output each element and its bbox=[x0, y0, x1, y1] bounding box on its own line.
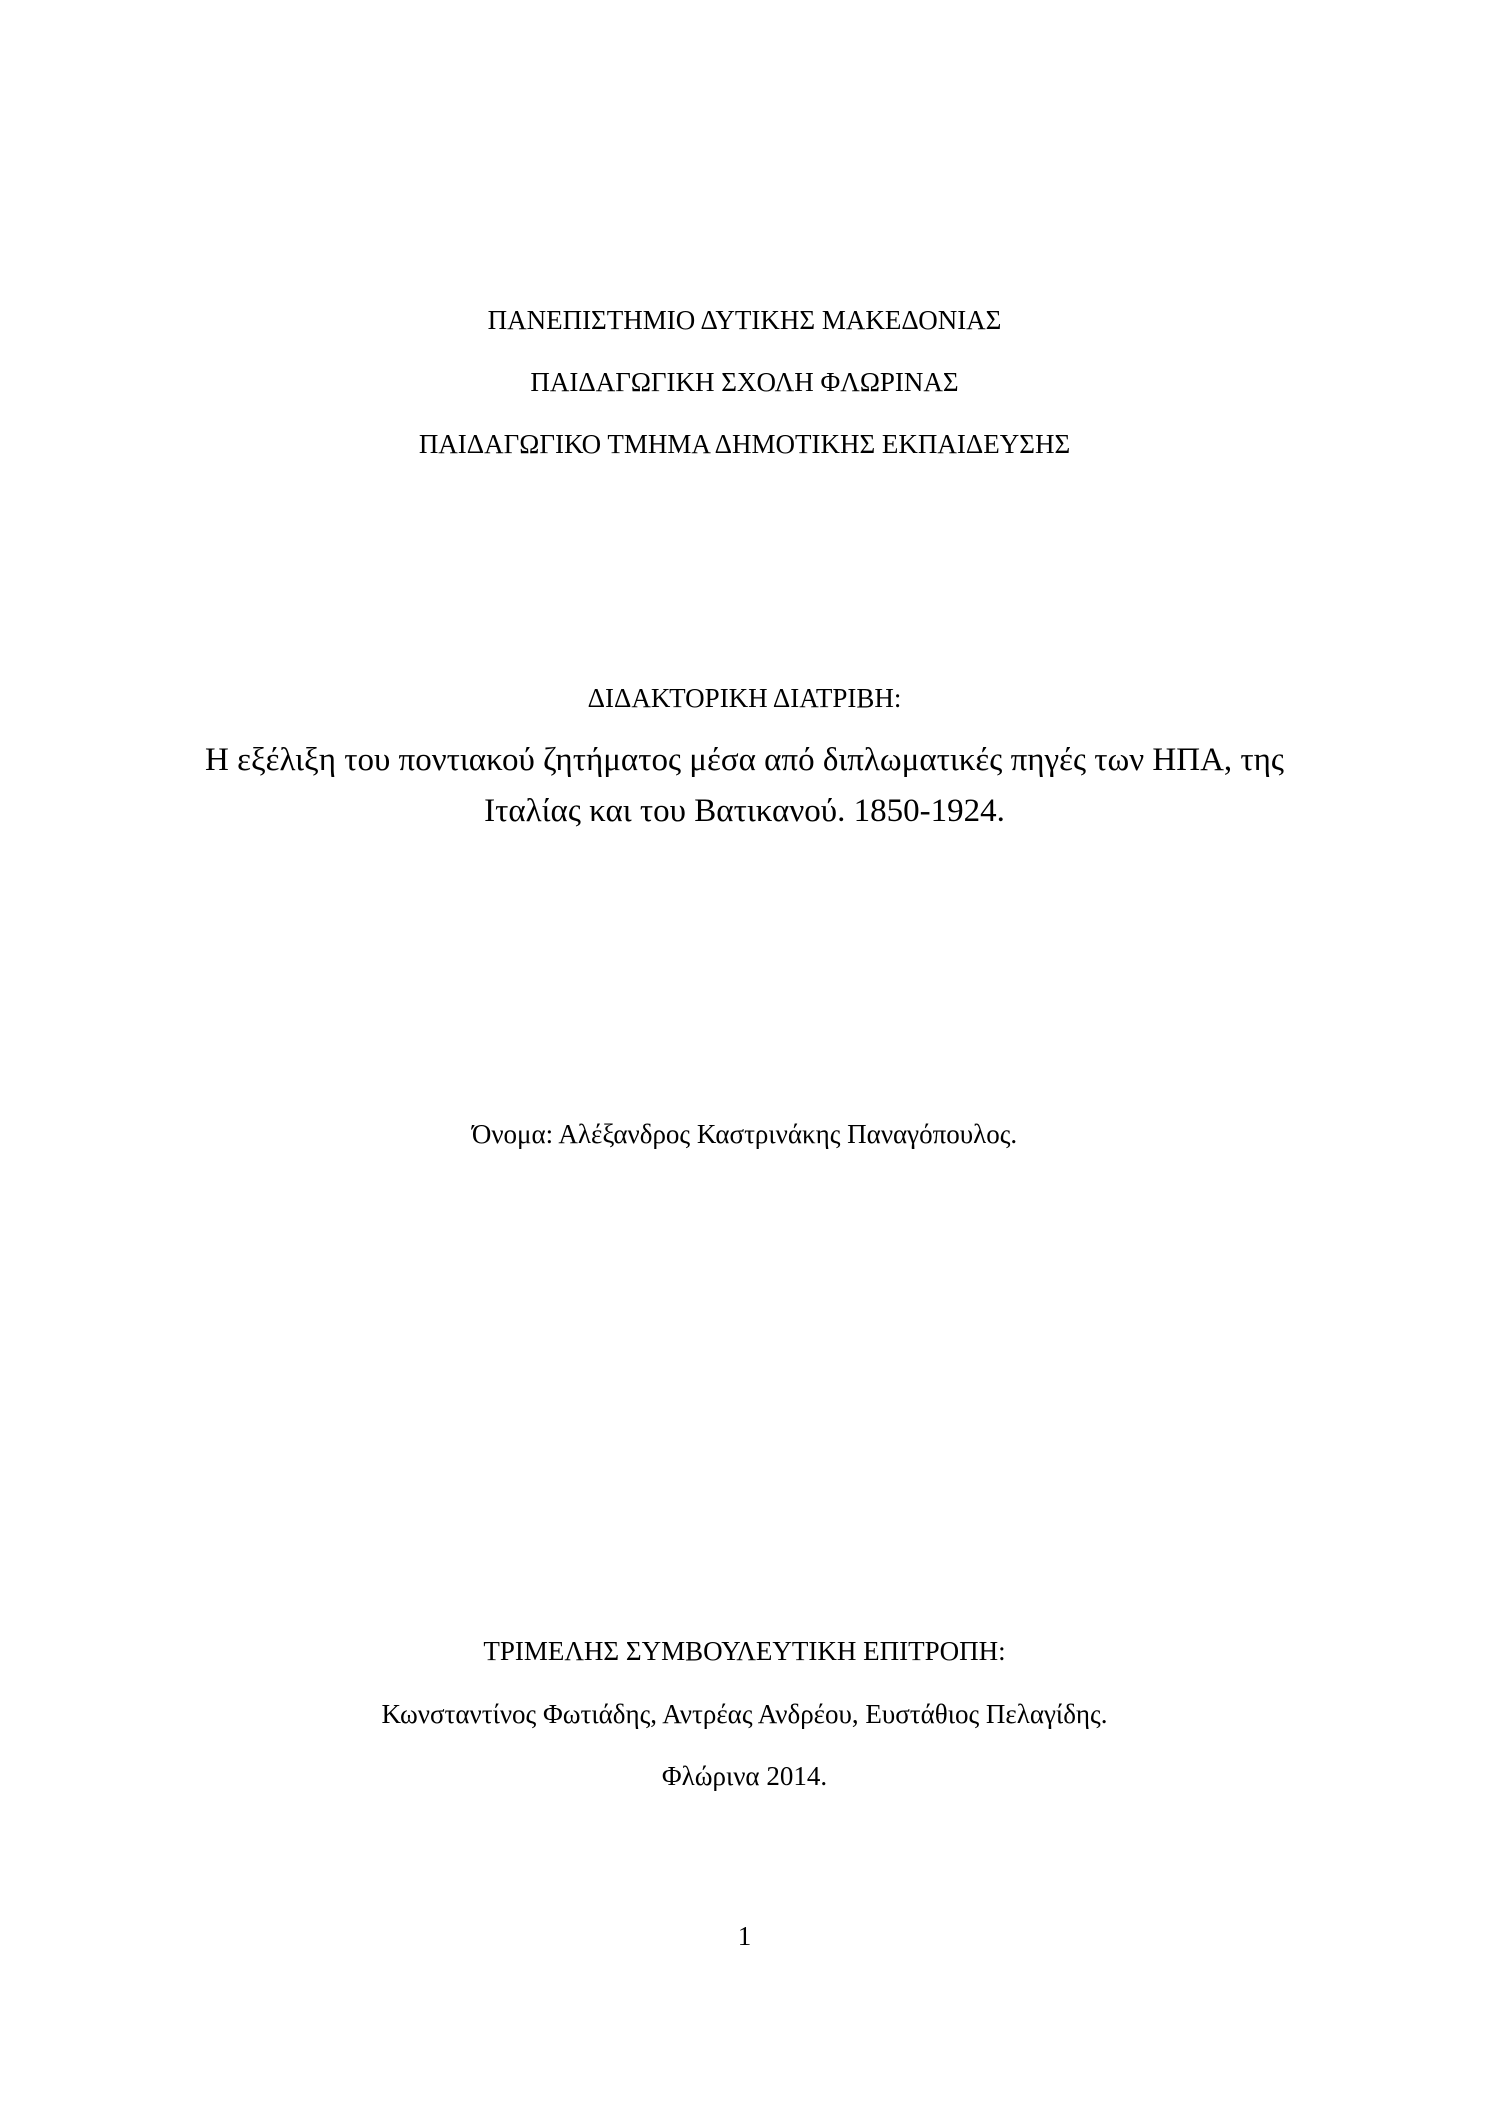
committee-members: Κωνσταντίνος Φωτιάδης, Αντρέας Ανδρέου, Ευστάθιος Πελαγίδης. bbox=[381, 1699, 1108, 1729]
school-name: ΠΑΙΔΑΓΩΓΙΚΗ ΣΧΟΛΗ ΦΛΩΡΙΝΑΣ bbox=[530, 367, 959, 397]
page-number: 1 bbox=[737, 1921, 752, 1951]
university-name: ΠΑΝΕΠΙΣΤΗΜΙΟ ΔΥΤΙΚΗΣ ΜΑΚΕΔΟΝΙΑΣ bbox=[487, 305, 1002, 335]
thesis-title-line-2: Ιταλίας και του Βατικανού. 1850-1924. bbox=[484, 793, 1005, 829]
author-name: Όνομα: Αλέξανδρος Καστρινάκης Παναγόπουλος. bbox=[471, 1119, 1018, 1149]
thesis-label: ΔΙΔΑΚΤΟΡΙΚΗ ΔΙΑΤΡΙΒΗ: bbox=[587, 683, 902, 713]
department-name: ΠΑΙΔΑΓΩΓΙΚΟ ΤΜΗΜΑ ΔΗΜΟΤΙΚΗΣ ΕΚΠΑΙΔΕΥΣΗΣ bbox=[418, 429, 1071, 459]
thesis-title-line-1: Η εξέλιξη του ποντιακού ζητήματος μέσα από διπλωματικές πηγές των ΗΠΑ, της bbox=[205, 742, 1284, 778]
place-date: Φλώρινα 2014. bbox=[661, 1761, 828, 1791]
committee-label: ΤΡΙΜΕΛΗΣ ΣΥΜΒΟΥΛΕΥΤΙΚΗ ΕΠΙΤΡΟΠΗ: bbox=[483, 1636, 1006, 1666]
